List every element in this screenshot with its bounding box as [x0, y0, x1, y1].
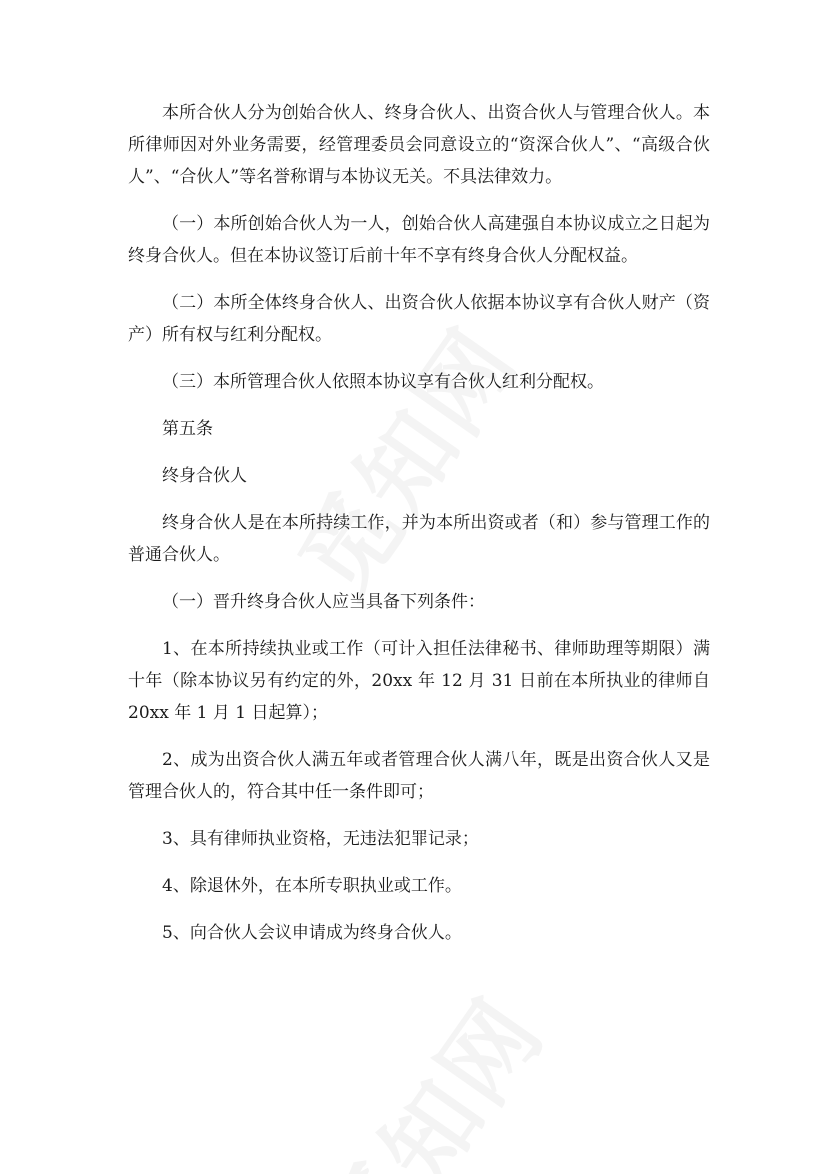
paragraph-management-partner: （三）本所管理合伙人依照本协议享有合伙人红利分配权。	[162, 372, 604, 392]
list-item-condition-3: 3、具有律师执业资格，无违法犯罪记录；	[162, 829, 479, 849]
paragraph-partner-types: 本所合伙人分为创始合伙人、终身合伙人、出资合伙人与管理合伙人。本所律师因对外业务需要，经管理委员会同意设立的“资深合伙人”、“高级合伙人”、“合伙人”等名誉称谓与本协议无关。不具法律效力。	[128, 103, 710, 187]
paragraph-property-rights: （二）本所全体终身合伙人、出资合伙人依据本协议享有合伙人财产（资产）所有权与红利分配权。	[128, 293, 710, 345]
paragraph-conditions-intro: （一）晋升终身合伙人应当具备下列条件：	[162, 592, 485, 612]
list-item-condition-2: 2、成为出资合伙人满五年或者管理合伙人满八年，既是出资合伙人又是管理合伙人的，符合其中任一条件即可；	[128, 750, 710, 802]
watermark-logo-bottom	[288, 967, 570, 1174]
list-item-condition-4: 4、除退休外，在本所专职执业或工作。	[162, 876, 462, 896]
document-body	[128, 97, 710, 964]
list-item-condition-1: 1、在本所持续执业或工作（可计入担任法律秘书、律师助理等期限）满十年（除本协议另有约定的外，20xx 年 12 月 31 日前在本所执业的律师自 20xx 年 1 月 1 日起算）；	[128, 639, 710, 723]
paragraph-founding-partner: （一）本所创始合伙人为一人，创始合伙人高建强自本协议成立之日起为终身合伙人。但在本协议签订后前十年不享有终身合伙人分配权益。	[128, 214, 710, 266]
section-heading: 终身合伙人	[162, 466, 247, 486]
article-heading: 第五条	[162, 419, 213, 439]
paragraph-lifetime-definition: 终身合伙人是在本所持续工作，并为本所出资或者（和）参与管理工作的普通合伙人。	[128, 513, 710, 565]
list-item-condition-5: 5、向合伙人会议申请成为终身合伙人。	[162, 923, 462, 943]
